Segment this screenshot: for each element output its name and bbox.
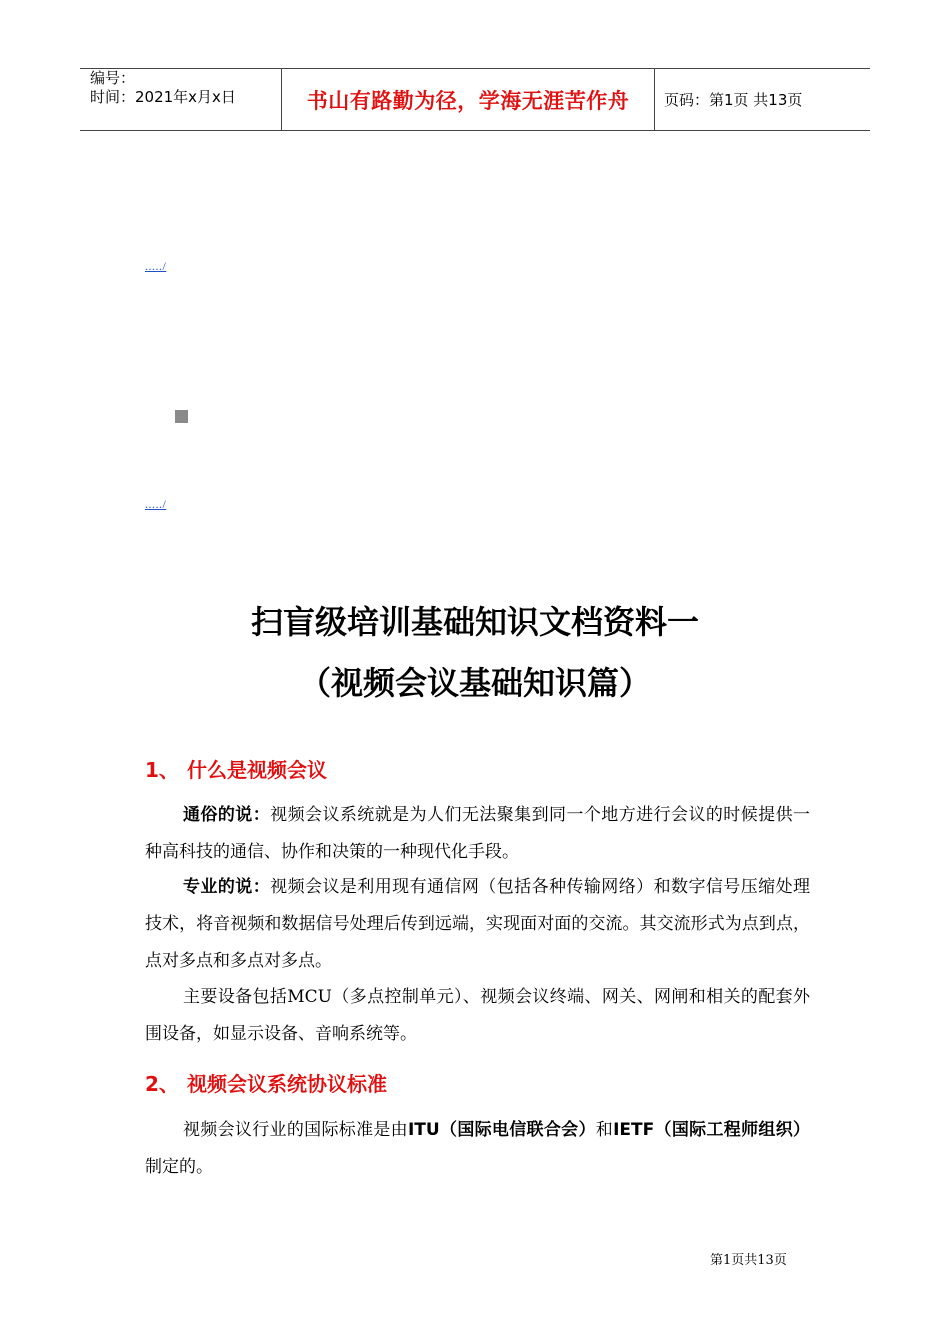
paragraph-itu: ITU（国际电信联合会）: [407, 1120, 596, 1140]
section-number: 2、: [145, 1072, 179, 1096]
doc-title-line2: （视频会议基础知识篇）: [298, 664, 651, 702]
paragraph-professional: [145, 869, 810, 980]
header-right-cell: [655, 69, 870, 130]
section-title: 视频会议系统协议标准: [187, 1072, 387, 1096]
section-title: 什么是视频会议: [187, 758, 327, 782]
paragraph-body: 视频会议是利用现有通信网（包括各种传输网络）和数字信号压缩处理技术，将音视频和数据信号处理后传到远端，实现面对面的交流。其交流形式为点到点，点对多点和多点对多点。: [145, 877, 811, 971]
link-1[interactable]: ...../: [145, 259, 167, 273]
paragraph-ietf: IETF（国际工程师组织）: [613, 1120, 810, 1140]
doc-number-label: 编号：: [90, 69, 136, 87]
section-heading-2: [145, 1068, 387, 1097]
paragraph-text-e: 制定的。: [145, 1157, 213, 1177]
paragraph-lead: 通俗的说：: [183, 805, 271, 825]
header-motto-cell: [282, 69, 655, 130]
header-page-info: 页码：第1页 共13页: [664, 91, 803, 109]
page-header: [80, 68, 870, 131]
paragraph-standards: [145, 1112, 810, 1186]
section-number: 1、: [145, 758, 179, 782]
link-2[interactable]: ...../: [145, 497, 167, 511]
header-left-cell: [80, 69, 282, 130]
paragraph-body: 主要设备包括MCU（多点控制单元）、视频会议终端、网关、网闸和相关的配套外围设备，如显示设备、音响系统等。: [145, 987, 810, 1044]
doc-title-line1: 扫盲级培训基础知识文档资料一: [250, 603, 699, 641]
paragraph-lead: 专业的说：: [183, 877, 271, 897]
square-bullet-icon: [175, 410, 188, 423]
page-footer: 第1页共13页: [710, 1253, 787, 1268]
doc-time-label: 时间：2021年x月x日: [90, 88, 236, 106]
header-motto: 书山有路勤为径，学海无涯苦作舟: [306, 88, 630, 113]
section-heading-1: [145, 754, 327, 783]
paragraph-body: 视频会议系统就是为人们无法聚集到同一个地方进行会议的时候提供一种高科技的通信、协作和决策的一种现代化手段。: [145, 805, 811, 862]
paragraph-text-c: 和: [595, 1120, 614, 1140]
paragraph-text-a: 视频会议行业的国际标准是由: [183, 1120, 408, 1140]
paragraph-equipment: [145, 979, 810, 1053]
paragraph-popular: [145, 797, 810, 871]
